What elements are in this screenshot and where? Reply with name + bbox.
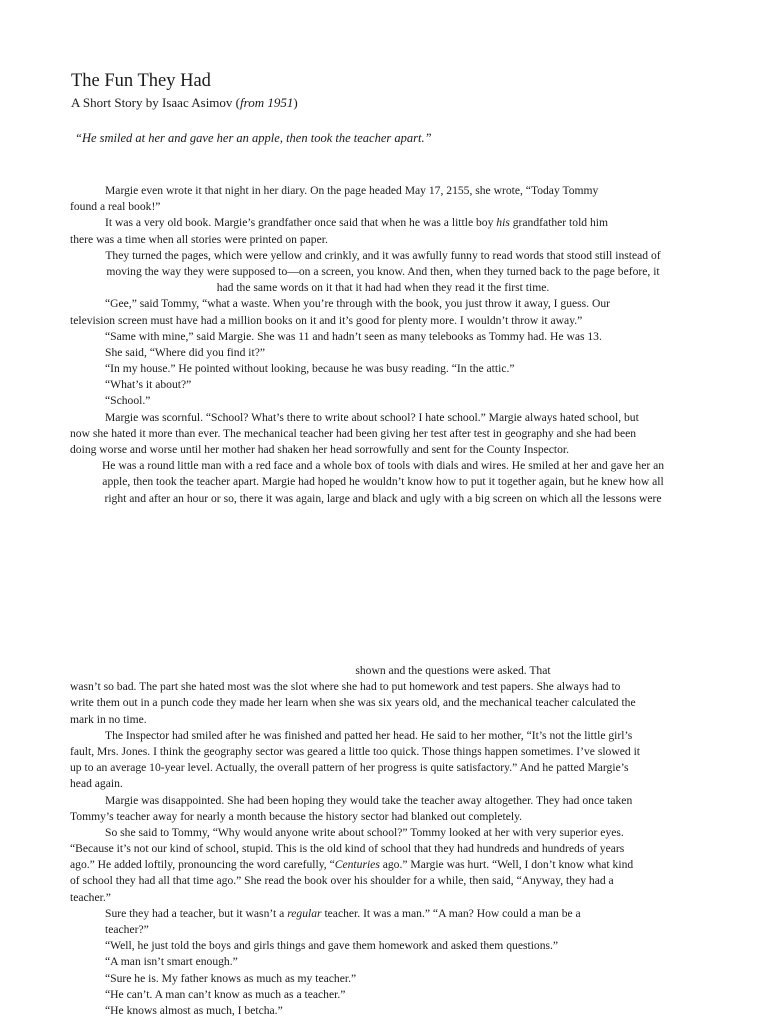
text-line (70, 760, 696, 776)
line-text: They turned the pages, which were yellow and crinkly, and it was awfully funny to read words that stood still instead of (105, 248, 661, 262)
text-line (70, 679, 696, 695)
line-text: “He knows almost as much, I betcha.” (105, 1003, 283, 1017)
line-text: moving the way they were supposed to—on a screen, you know. And then, when they turned back to the page before, it (106, 264, 660, 278)
line-text: write them out in a punch code they made her learn when she was six years old, and the mechanical teacher calculated the (70, 696, 636, 710)
line-text: wasn’t so bad. The part she hated most was the slot where she had to put homework and test papers. She always had to (70, 680, 621, 694)
text-line (70, 906, 696, 922)
text-line (70, 393, 696, 409)
line-italic-text: his (496, 216, 510, 230)
text-line (70, 793, 696, 809)
text-line (70, 329, 696, 345)
text-line (70, 825, 696, 841)
text-line (70, 954, 696, 970)
text-line (70, 458, 696, 474)
text-line (70, 264, 696, 280)
line-text: “Because it’s not our kind of school, stupid. This is the old kind of school that they had hundreds and hundreds of years (70, 842, 625, 856)
text-line (70, 361, 696, 377)
text-line (70, 183, 696, 199)
text-line (70, 248, 696, 264)
story-text-lower (70, 663, 696, 1019)
text-line (70, 938, 696, 954)
text-line (70, 215, 696, 231)
line-text: “Well, he just told the boys and girls things and gave them homework and asked them questions.” (105, 939, 559, 953)
text-line (70, 377, 696, 393)
story-title: The Fun They Had (71, 71, 211, 91)
text-line (70, 809, 696, 825)
line-text: “Same with mine,” said Margie. She was 11 and hadn’t seen as many telebooks as Tommy had. He was 13. (105, 329, 602, 343)
line-text: up to an average 10-year level. Actually, the overall pattern of her progress is quite satisfactory.” And he patted Margie’s (70, 761, 629, 775)
line-text: doing worse and worse until her mother had shaken her head sorrowfully and sent for the County Inspector. (70, 443, 570, 456)
text-line (70, 345, 696, 361)
text-line (70, 426, 696, 442)
line-text: He was a round little man with a red face and a whole box of tools with dials and wires. He smiled at her and gave her an (101, 459, 665, 473)
line-text: teacher?” (105, 923, 149, 936)
line-text: “In my house.” He pointed without looking, because he was busy reading. “In the attic.” (105, 362, 515, 376)
line-text: She said, “Where did you find it?” (105, 345, 266, 359)
line-text: apple, then took the teacher apart. Margie had hoped he wouldn’t know how to put it together again, but he knew how all (102, 475, 664, 489)
text-line (70, 232, 696, 248)
line-text: Tommy’s teacher away for nearly a month because the history sector had blanked out completely. (70, 809, 523, 823)
text-line (70, 280, 696, 296)
line-text: The Inspector had smiled after he was finished and patted her head. He said to her mother, “It’s not the little girl’s (105, 728, 633, 742)
text-line (70, 491, 696, 507)
subtitle-year: from 1951 (240, 95, 294, 110)
line-text: Margie even wrote it that night in her diary. On the page headed May 17, 2155, she wrote, “Today Tommy (105, 184, 599, 197)
story-subtitle (71, 94, 298, 111)
line-text-continued: grandfather told him (509, 216, 609, 230)
text-line (70, 841, 696, 857)
line-text: teacher.” (70, 890, 111, 904)
line-text: So she said to Tommy, “Why would anyone write about school?” Tommy looked at her with very superior eyes. (105, 825, 624, 839)
line-text: “What’s it about?” (105, 378, 192, 392)
line-text: ago.” He added loftily, pronouncing the word carefully, “ (70, 858, 335, 872)
text-line (70, 313, 696, 329)
line-text: It was a very old book. Margie’s grandfather once said that when he was a little boy (105, 216, 497, 230)
text-line (70, 296, 696, 312)
story-text-upper (70, 183, 696, 507)
line-text: fault, Mrs. Jones. I think the geography sector was geared a little too quick. Those things happen sometimes. I’ve slowed it (70, 744, 641, 758)
subtitle-suffix: ) (293, 95, 298, 110)
line-text: “Sure he is. My father knows as much as my teacher.” (105, 971, 357, 985)
line-text-continued: ago.” Margie was hurt. “Well, I don’t know what kind (379, 858, 634, 872)
text-line (70, 971, 696, 987)
subtitle-prefix: A Short Story by Isaac Asimov ( (71, 95, 240, 110)
line-text: “He can’t. A man can’t know as much as a teacher.” (105, 987, 346, 1001)
line-text: “Gee,” said Tommy, “what a waste. When you’re through with the book, you just throw it away, I guess. Our (105, 297, 611, 311)
line-text: right and after an hour or so, there it was again, large and black and ugly with a big screen on which all the lessons were (104, 491, 662, 505)
line-italic-text: regular (287, 906, 322, 920)
text-line (70, 776, 696, 792)
line-text: Margie was scornful. “School? What’s there to write about school? I hate school.” Margie always hated school, but (105, 410, 639, 424)
text-line (70, 474, 696, 490)
line-text: Margie was disappointed. She had been hoping they would take the teacher away altogether. They had once taken (105, 793, 633, 807)
text-line (70, 987, 696, 1003)
line-text: head again. (70, 777, 123, 791)
line-italic-text: Centuries (334, 858, 380, 872)
line-text: television screen must have had a million books on it and it’s good for plenty more. I wouldn’t throw it away.” (70, 313, 583, 327)
line-text: shown and the questions were asked. That (355, 664, 551, 677)
epigraph-quote: “He smiled at her and gave her an apple, then took the teacher apart.” (75, 131, 432, 145)
line-text: now she hated it more than ever. The mechanical teacher had been giving her test after test in geography and she had been (70, 426, 637, 440)
line-text: “School.” (105, 394, 151, 408)
line-text-continued: teacher. It was a man.” “A man? How could a man be a (321, 906, 581, 920)
text-line (70, 442, 696, 458)
text-line (70, 663, 696, 679)
text-line (70, 199, 696, 215)
text-line (70, 695, 696, 711)
text-line (70, 922, 696, 938)
text-line (70, 873, 696, 889)
text-line (70, 890, 696, 906)
line-text: found a real book!” (70, 200, 161, 214)
line-text: “A man isn’t smart enough.” (105, 955, 238, 969)
line-text: had the same words on it that it had had when they read it the first time. (216, 281, 550, 295)
text-line (70, 712, 696, 728)
line-text: mark in no time. (70, 712, 147, 726)
text-line (70, 728, 696, 744)
line-text: Sure they had a teacher, but it wasn’t a (105, 906, 288, 920)
text-line (70, 857, 696, 873)
text-line (70, 744, 696, 760)
line-text: there was a time when all stories were printed on paper. (70, 232, 328, 246)
text-line (70, 1003, 696, 1019)
line-text: of school they had all that time ago.” She read the book over his shoulder for a while, then said, “Anyway, they had a (70, 874, 614, 888)
text-line (70, 410, 696, 426)
